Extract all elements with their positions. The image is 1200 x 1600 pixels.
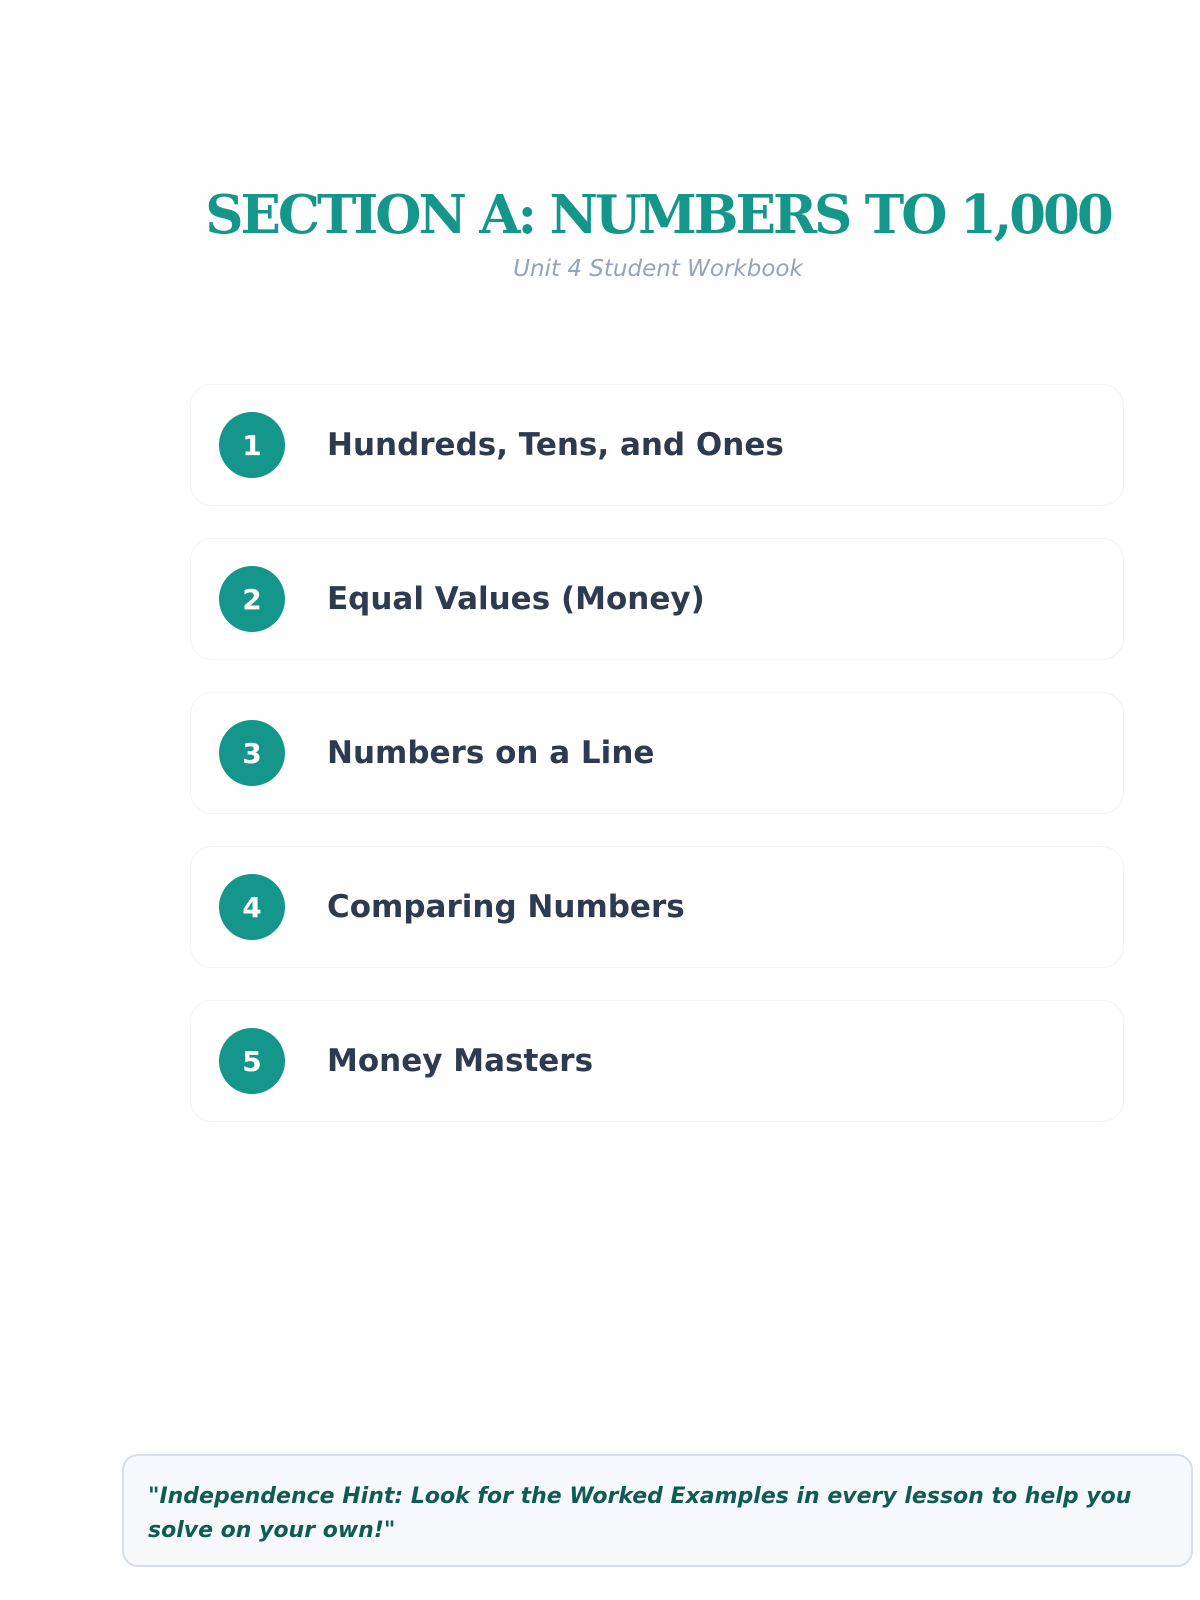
lesson-number-badge: 4 — [219, 874, 285, 940]
lesson-title: Money Masters — [327, 1043, 594, 1079]
independence-hint-box — [122, 1454, 1193, 1567]
lesson-list — [190, 384, 1124, 1154]
hint-text: "Independence Hint: Look for the Worked Examples in every lesson to help you solve on your own!" — [148, 1484, 1132, 1543]
lesson-card-2[interactable] — [190, 538, 1124, 660]
section-header — [0, 185, 1200, 282]
lesson-title: Hundreds, Tens, and Ones — [327, 427, 784, 463]
lesson-title: Numbers on a Line — [327, 735, 655, 771]
lesson-card-4[interactable] — [190, 846, 1124, 968]
section-title: SECTION A: NUMBERS TO 1,000 — [205, 184, 1111, 246]
lesson-card-3[interactable] — [190, 692, 1124, 814]
lesson-card-1[interactable] — [190, 384, 1124, 506]
workbook-subtitle: Unit 4 Student Workbook — [513, 255, 803, 282]
lesson-number-badge: 1 — [219, 412, 285, 478]
lesson-number-badge: 5 — [219, 1028, 285, 1094]
lesson-title: Equal Values (Money) — [327, 581, 705, 617]
lesson-number-badge: 2 — [219, 566, 285, 632]
lesson-number-badge: 3 — [219, 720, 285, 786]
lesson-card-5[interactable] — [190, 1000, 1124, 1122]
lesson-title: Comparing Numbers — [327, 889, 685, 925]
